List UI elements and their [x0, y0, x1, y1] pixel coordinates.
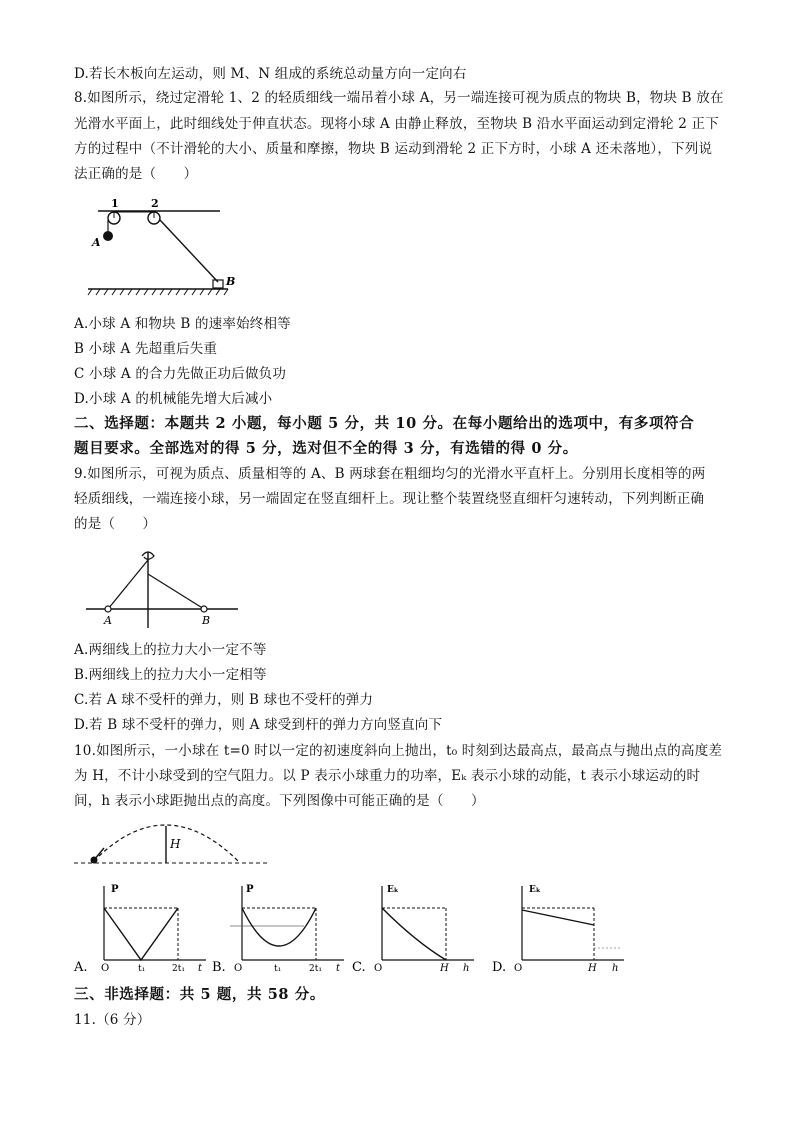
svg-text:t: t — [198, 963, 203, 974]
q9-option-b: B.两细线上的拉力大小一定相等 — [74, 667, 267, 683]
svg-text:O: O — [101, 963, 110, 974]
ball-a-label: A — [92, 236, 101, 249]
string-to-block — [160, 220, 218, 282]
svg-text:t: t — [336, 963, 341, 974]
graph-a-curve — [104, 908, 178, 960]
graph-d-curve — [522, 910, 594, 925]
svg-text:2t₁: 2t₁ — [172, 964, 185, 974]
q8-option-a: A.小球 A 和物块 B 的速率始终相等 — [74, 316, 291, 332]
graph-c-option: C. — [352, 960, 366, 975]
svg-text:h: h — [612, 963, 619, 974]
q9-rotation-figure — [86, 544, 238, 628]
svg-text:P: P — [111, 884, 119, 895]
svg-text:Eₖ: Eₖ — [387, 885, 399, 895]
graph-b — [212, 884, 344, 975]
q9-option-a: A.两细线上的拉力大小一定不等 — [74, 642, 267, 658]
q10-graph-options — [74, 880, 634, 976]
svg-text:h: h — [463, 963, 470, 974]
q8-stem-line-2: 光滑水平面上，此时细线处于伸直状态。现将小球 A 由静止释放，至物块 B 沿水平面运动到定滑轮 2 正下 — [74, 116, 719, 132]
ball-a-label: A — [104, 614, 112, 627]
q10-trajectory-figure — [74, 818, 270, 868]
q9-stem-line-1: 9.如图所示，可视为质点、质量相等的 A、B 两球套在粗细均匀的光滑水平直杆上。分别用长度相等的两 — [74, 466, 706, 482]
q9-stem-line-2: 轻质细线，一端连接小球，另一端固定在竖直细杆上。现让整个装置绕竖直细杆匀速转动，下列判断正确 — [74, 491, 705, 507]
section-2-heading-line-2: 题目要求。全部选对的得 5 分，选对但不全的得 3 分，有选错的得 0 分。 — [74, 440, 578, 457]
section-2-heading-line-1: 二、选择题：本题共 2 小题，每小题 5 分，共 10 分。在每小题给出的选项中，有多项符合 — [74, 415, 695, 432]
q11-label: 11.（6 分） — [74, 1012, 151, 1028]
string-b — [148, 574, 204, 609]
ball-a — [105, 606, 111, 612]
svg-text:O: O — [514, 963, 523, 974]
ball-a — [103, 231, 113, 241]
q9-stem-line-3: 的是（ ） — [74, 516, 157, 532]
graph-c — [352, 885, 474, 975]
q8-pulley-figure — [88, 192, 236, 298]
svg-text:O: O — [234, 963, 243, 974]
q8-stem-line-1: 8.如图所示，绕过定滑轮 1、2 的轻质细线一端吊着小球 A，另一端连接可视为质点的物块 B，物块 B 放在 — [74, 90, 724, 106]
q8-option-b: B 小球 A 先超重后失重 — [74, 341, 218, 357]
string-a — [108, 560, 148, 609]
height-label: H — [170, 837, 181, 851]
q10-stem-line-2: 为 H，不计小球受到的空气阻力。以 P 表示小球重力的功率，Eₖ 表示小球的动能，t 表示小球运动的时 — [74, 768, 701, 784]
graph-c-curve — [382, 908, 446, 960]
svg-text:t₁: t₁ — [138, 964, 146, 974]
pulley-2-label: 2 — [151, 197, 159, 210]
graph-b-curve — [242, 908, 316, 946]
q10-stem-line-3: 间，h 表示小球距抛出点的高度。下列图像中可能正确的是（ ） — [74, 793, 485, 809]
q8-option-c: C 小球 A 的合力先做正功后做负功 — [74, 366, 287, 382]
q9-option-d: D.若 B 球不受杆的弹力，则 A 球受到杆的弹力方向竖直向下 — [74, 717, 443, 733]
graph-d — [492, 885, 624, 975]
svg-text:P: P — [246, 884, 254, 895]
graph-a — [73, 884, 206, 975]
svg-text:t₁: t₁ — [274, 964, 282, 974]
svg-text:H: H — [588, 963, 597, 974]
pulley-1-label: 1 — [111, 197, 119, 210]
section-3-heading: 三、非选择题：共 5 题，共 58 分。 — [74, 986, 325, 1003]
q8-option-d: D.小球 A 的机械能先增大后减小 — [74, 391, 273, 407]
ball-b-label: B — [202, 614, 211, 627]
svg-text:O: O — [374, 963, 383, 974]
q8-stem-line-4: 法正确的是（ ） — [74, 166, 198, 182]
q8-stem-line-3: 方的过程中（不计滑轮的大小、质量和摩擦，物块 B 运动到滑轮 2 正下方时，小球 A 还未落地），下列说 — [74, 141, 713, 157]
graph-d-option: D. — [492, 960, 507, 975]
q10-stem-line-1: 10.如图所示，一小球在 t=0 时以一定的初速度斜向上抛出，t₀ 时刻到达最高点，最高点与抛出点的高度差 — [74, 743, 723, 759]
ball-b — [201, 606, 207, 612]
svg-text:2t₁: 2t₁ — [309, 964, 322, 974]
block-b-label: B — [226, 275, 236, 288]
parabola-path — [94, 825, 240, 863]
svg-text:Eₖ: Eₖ — [529, 885, 541, 895]
q7-option-d: D.若长木板向左运动，则 M、N 组成的系统总动量方向一定向右 — [74, 66, 467, 82]
q9-option-c: C.若 A 球不受杆的弹力，则 B 球也不受杆的弹力 — [74, 692, 374, 708]
svg-text:H: H — [440, 963, 449, 974]
velocity-arrow — [94, 848, 104, 860]
graph-a-option: A. — [74, 960, 88, 975]
graph-b-option: B. — [212, 960, 226, 975]
